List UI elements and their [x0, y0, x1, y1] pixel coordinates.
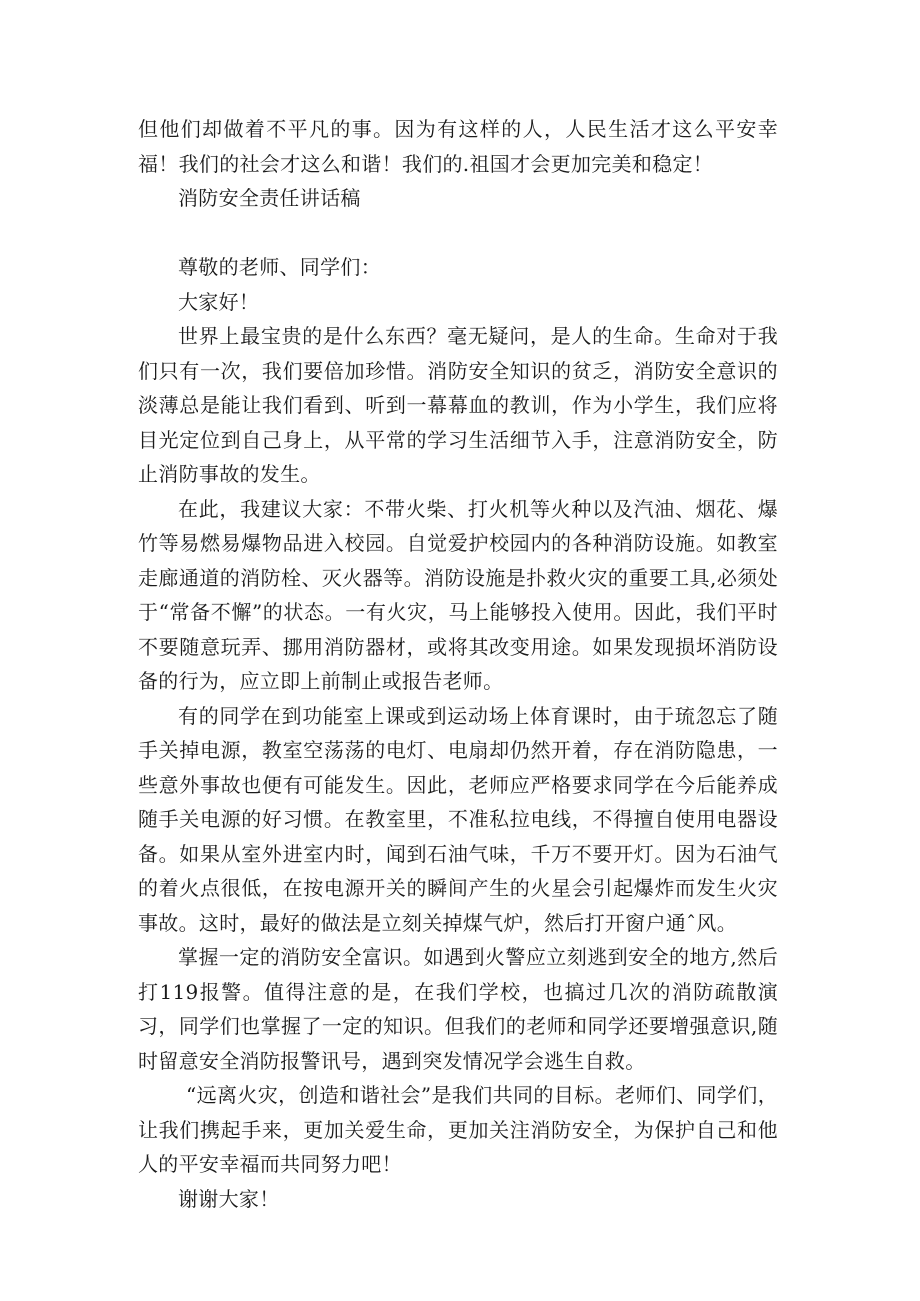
body-paragraph-2: 在此，我建议大家：不带火柴、打火机等火种以及汽油、烟花、爆竹等易燃易爆物品进入校园。自觉爱护校园内的各种消防设施。如教室走廊通道的消防栓、灭火器等。消防设施是扑救火灾的重要工具,必须处于“常备不懈”的状态。一有火灾，马上能够投入使用。因此，我们平时不要随意玩弄、挪用消防器材，或将其改变用途。如果发现损坏消防设备的行为，应立即上前制止或报告老师。: [138, 496, 778, 693]
body-paragraph-4: 掌握一定的消防安全富识。如遇到火警应立刻逃到安全的地方,然后打119报警。值得注意的是，在我们学校，也搞过几次的消防疏散演习，同学们也掌握了一定的知识。但我们的老师和同学还要增强意识,随时留意安全消防报警讯号，遇到突发情况学会逃生自救。: [138, 945, 778, 1073]
closing-line: 谢谢大家！: [178, 1186, 280, 1211]
blank-line: [138, 216, 778, 251]
body-paragraph-3: 有的同学在到功能室上课或到运动场上体育课时，由于琉忽忘了随手关掉电源，教室空荡荡的电灯、电扇却仍然开着，存在消防隐患，一些意外事故也便有可能发生。因此，老师应严格要求同学在今后能养成随手关电源的好习惯。在教室里，不准私拉电线，不得擅自使用电器设备。如果从室外进室内时，闻到石油气味，千万不要开灯。因为石油气的着火点很低，在按电源开关的瞬间产生的火星会引起爆炸而发生火灾事故。这时，最好的做法是立刻关掉煤气炉，然后打开窗户通ˆ风。: [138, 703, 778, 935]
speech-title: 消防安全责任讲话稿: [178, 186, 361, 210]
continuation-paragraph: 但他们却做着不平凡的事。因为有这样的人，人民生活才这么平安幸福！我们的社会才这么和谐！我们的.祖国才会更加完美和稳定！: [138, 117, 778, 176]
salutation: 尊敬的老师、同学们：: [178, 255, 381, 279]
body-paragraph-1: 世界上最宝贵的是什么东西？毫无疑问，是人的生命。生命对于我们只有一次，我们要倍加珍惜。消防安全知识的贫乏，消防安全意识的淡薄总是能让我们看到、听到一幕幕血的教训，作为小学生，我们应将目光定位到自己身上，从平常的学习生活细节入手，注意消防安全，防止消防事故的发生。: [138, 324, 778, 486]
greeting: 大家好！: [178, 289, 260, 314]
body-paragraph-5: “远离火灾，创造和谐社会”是我们共同的目标。老师们、同学们，让我们携起手来，更加关爱生命，更加关注消防安全，为保护自己和他人的平安幸福而共同努力吧！: [138, 1083, 778, 1176]
document-body: [138, 112, 778, 1216]
